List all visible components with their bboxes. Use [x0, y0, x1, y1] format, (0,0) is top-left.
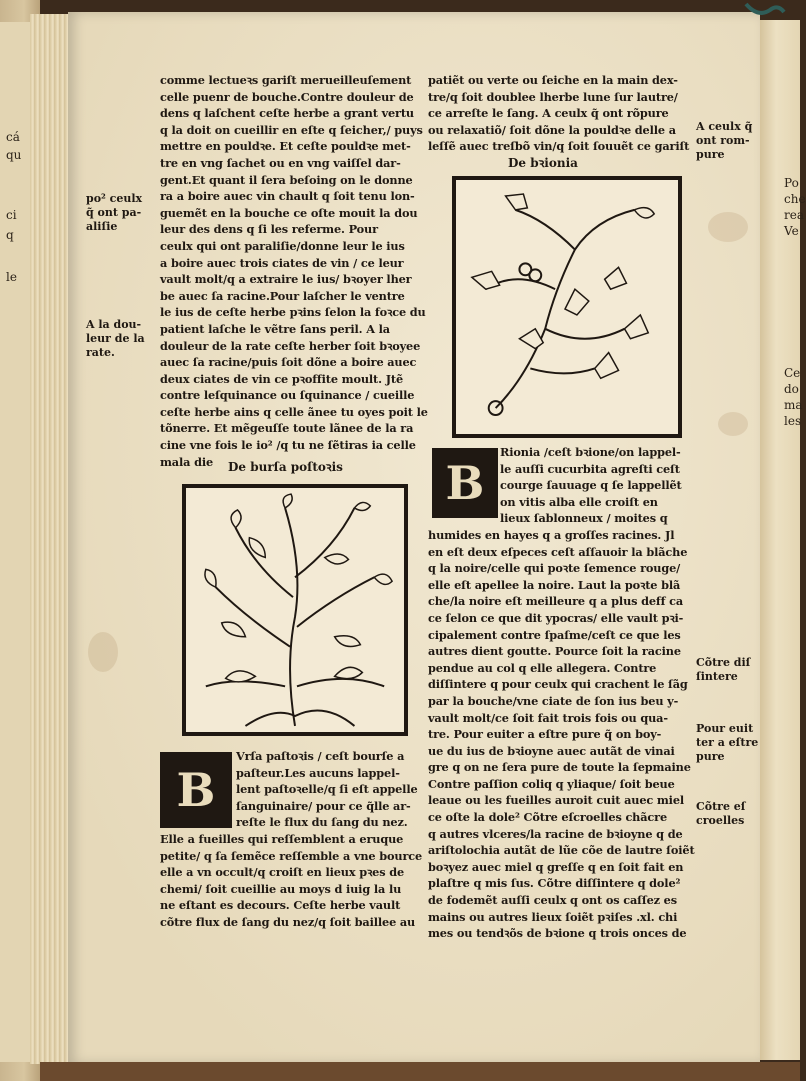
- text-line: mettre en pouldꝛe. Et ceſte pouldꝛe met-: [160, 139, 411, 154]
- text-line: plaſtre q mis ſus. Cõtre diſſintere q dole²: [428, 876, 681, 891]
- plant-illustration: [186, 488, 404, 732]
- right-column-text: [428, 72, 688, 155]
- margin-note-line: A la dou-: [86, 318, 142, 331]
- text-line: en eſt deux eſpeces ceſt aſſauoir la blãche: [428, 544, 688, 559]
- text-line: patient laſche le vẽtre ſans peril. A la: [160, 321, 390, 336]
- margin-note-paralysis: [86, 192, 142, 234]
- text-line: ceſte herbe ains q celle ãnee tu oyes poit le: [160, 404, 428, 419]
- initial-letter: B: [445, 456, 485, 510]
- section-heading-brionia: De bꝛionia: [508, 156, 578, 170]
- text-line: par la bouche/vne ciate de ſon ius beu y-: [428, 693, 679, 708]
- text-line: petite/ q ſa ſemẽce reſſemble a vne bource: [160, 848, 423, 863]
- text-line: ſanguinaire/ pour ce q̃lle ar-: [236, 798, 411, 813]
- text-line: pendue au col q elle allegera. Contre: [428, 660, 657, 675]
- edge-fragment: qu: [6, 148, 22, 162]
- edge-fragment: ma: [784, 398, 803, 412]
- text-line: vault molt/ce ſoit fait trois fois ou qua-: [428, 710, 668, 725]
- edge-fragment: do: [784, 382, 799, 396]
- text-line: celle puenr de bouche.Contre douleur de: [160, 89, 414, 104]
- bursa-pastoris-text: [160, 748, 422, 931]
- text-line: le auſſi cucurbita agreſti ceſt: [500, 461, 680, 476]
- margin-note-purging: [696, 722, 758, 764]
- book-cover-board: [40, 1062, 800, 1081]
- text-line: ceulx qui ont paraliſie/donne leur le ius: [160, 238, 405, 253]
- text-line: boꝛyez auec miel q greſſe q en ſoit fait en: [428, 859, 684, 874]
- text-line: cõtre flux de ſang du nez/q ſoit baillee au: [160, 914, 416, 929]
- text-line: cine vne fois le io² /q tu ne ſẽtiras ia celle: [160, 438, 416, 453]
- text-line: Rionia /ceſt bꝛione/on lappel-: [500, 445, 681, 459]
- text-line: courge ſauuage q ſe lappellẽt: [500, 478, 682, 493]
- margin-note-line: croelles: [696, 814, 745, 827]
- margin-note-line: leur de la: [86, 332, 145, 345]
- left-column-text: [160, 72, 428, 470]
- margin-note-line: rate.: [86, 346, 115, 359]
- text-line: vault molt/q a extraire le ius/ bꝛoyer lher: [160, 272, 412, 287]
- margin-note-line: aliſie: [86, 220, 118, 233]
- woodcut-bursa-pastoris-image: [182, 484, 408, 736]
- text-line: lieux ſablonneux / moites q: [500, 511, 668, 526]
- text-line: dens q laſchent ceſte herbe a grant vertu: [160, 106, 414, 121]
- text-line: ce oſte la dole² Cõtre eſcroelles chãcre: [428, 810, 667, 825]
- text-line: be auec ſa racine.Pour laſcher le ventre: [160, 288, 405, 303]
- margin-note-rupture: [696, 120, 752, 162]
- text-line: ra a boire auec vin chault q ſoit tenu lon-: [160, 189, 415, 204]
- text-line: leſſẽ auec treſbõ vin/q ſoit ſouuẽt ce gariſt: [428, 139, 690, 154]
- text-line: leur des dens q ſi les referme. Pour: [160, 222, 378, 237]
- next-page-edge: [760, 20, 806, 1060]
- text-line: Elle a fueilles qui reſſemblent a eruque: [160, 831, 404, 846]
- margin-note-line: Pour euit: [696, 722, 754, 735]
- text-line: mes ou tendꝛõs de bꝛione q trois onces de: [428, 926, 687, 941]
- margin-note-line: ſintere: [696, 670, 738, 683]
- text-line: mains ou autres lieux ſoiẽt pꝛiſes .xl. chi: [428, 909, 678, 924]
- edge-fragment: ci: [6, 208, 17, 222]
- text-line: ce arreſte le ſang. A ceulx q̃ ont rõpure: [428, 106, 669, 121]
- text-line: paſteur.Les aucuns lappel-: [236, 765, 400, 780]
- plant-illustration: [456, 180, 678, 434]
- edge-fragment: le: [6, 270, 17, 284]
- edge-fragment: q: [6, 228, 14, 242]
- text-line: reſte le flux du ſang du nez.: [236, 815, 408, 830]
- text-line: douleur de la rate ceſte herber ſoit bꝛoyee: [160, 338, 421, 353]
- text-line: che/la noire eſt meilleure q a plus deff ca: [428, 594, 684, 609]
- text-line: leaue ou les fueilles auroit cuit auec miel: [428, 793, 685, 808]
- text-line: ariſtolochia autãt de lũe cõe de lautre ſoiẽt: [428, 843, 695, 858]
- text-line: tre/q ſoit doublee lherbe lune ſur lautre/: [428, 89, 678, 104]
- text-line: guemẽt en la bouche ce oſte mouit la dou: [160, 205, 418, 220]
- margin-note-line: po² ceulx: [86, 192, 143, 205]
- text-line: ou relaxatiõ/ ſoit dõne la pouldꝛe delle a: [428, 122, 676, 137]
- margin-note-line: ter a eſtre: [696, 736, 759, 749]
- book-clip-icon: [744, 0, 786, 22]
- text-line: patiẽt ou verte ou ſeiche en la main dex-: [428, 73, 678, 87]
- edge-fragment: che: [784, 192, 806, 206]
- text-line: auec ſa racine/puis ſoit dõne a boire auec: [160, 355, 417, 370]
- text-line: cipalement contre ſpaſme/ceſt ce que les: [428, 627, 681, 642]
- text-line: contre leſquinance ou ſquinance / cueille: [160, 388, 415, 403]
- text-line: comme lectueꝛs gariſt merueilleuſement: [160, 73, 412, 87]
- margin-note-line: Cõtre diſ: [696, 656, 751, 669]
- previous-page-edge: [0, 22, 30, 1062]
- section-heading-bursa-pastoris: De burſa poſtoꝛis: [228, 460, 343, 474]
- margin-note-dysentery: [696, 656, 750, 684]
- margin-note-line: pure: [696, 148, 725, 161]
- edge-fragment: cá: [6, 130, 20, 144]
- margin-note-line: A ceulx q̃: [696, 120, 753, 133]
- text-line: gre q on ne ſera pure de toute la ſepmaine: [428, 760, 691, 775]
- text-line: a boire auec trois ciates de vin / ce leur: [160, 255, 404, 270]
- text-line: de fodemẽt auſſi ceulx q ont os caſſez es: [428, 893, 677, 908]
- text-line: ce ſelon ce que dit ypocras/ elle vault pꝛi-: [428, 610, 684, 625]
- text-line: q autres vlceres/la racine de bꝛioyne q de: [428, 826, 683, 841]
- text-line: on vitis alba elle croiſt en: [500, 494, 658, 509]
- text-line: q la doit on cueillir en eſte q ſeicher,/ puys: [160, 122, 423, 137]
- text-line: Vrſa paſtoꝛis / ceſt bourſe a: [236, 749, 405, 763]
- text-line: le ius de ceſte herbe pꝛins ſelon la foꝛce du: [160, 305, 426, 320]
- text-line: diſſintere q pour ceulx qui crachent le ſãg: [428, 677, 688, 692]
- text-line: elle a vn occult/q croiſt en lieux pꝛes de: [160, 865, 405, 880]
- text-line: gent.Et quant il ſera beſoing on le donne: [160, 172, 413, 187]
- woodcut-brionia-image: [452, 176, 682, 438]
- text-line: deux ciates de vin ce pꝛoffite moult. Jtẽ: [160, 371, 403, 386]
- edge-fragment: Ve: [784, 224, 799, 238]
- text-line: q la noire/celle qui poꝛte ſemence rouge/: [428, 561, 681, 576]
- text-line: elle eſt apellee la noire. Laut la poꝛte blã: [428, 577, 681, 592]
- text-line: ue du ius de bꝛioyne auec autãt de vinai: [428, 743, 675, 758]
- margin-note-line: ont rom-: [696, 134, 750, 147]
- margin-note-scrofula: [696, 800, 746, 828]
- margin-note-line: Cõtre eſ: [696, 800, 746, 813]
- text-line: Contre paſſion coliq q yliaque/ ſoit beue: [428, 776, 675, 791]
- edge-fragment: rea: [784, 208, 804, 222]
- edge-fragment: Ce: [784, 366, 801, 380]
- edge-fragment: les: [784, 414, 802, 428]
- text-line: tõnerre. Et mẽgeuſſe toute lãnee de la ra: [160, 421, 414, 436]
- margin-note-line: q̃ ont pa-: [86, 206, 142, 219]
- margin-note-line: pure: [696, 750, 725, 763]
- text-line: tre en vng ſachet ou en vng vaiſſel dar-: [160, 155, 401, 170]
- initial-letter: B: [176, 763, 216, 817]
- text-line: humides en hayes q a groſſes racines. Jl: [428, 527, 675, 542]
- margin-note-spleen: [86, 318, 145, 360]
- text-line: lent paſtoꝛelle/q ſi eſt appelle: [236, 782, 418, 797]
- text-line: mala die: [160, 454, 213, 469]
- brionia-text: [428, 444, 695, 942]
- text-line: chemi/ ſoit cueillie au moys d iuig la lu: [160, 881, 402, 896]
- text-line: autres dient goutte. Pource ſoit la racine: [428, 644, 681, 659]
- text-line: ne eſtant es decours. Ceſte herbe vault: [160, 898, 401, 913]
- edge-fragment: Po: [784, 176, 799, 190]
- text-line: tre. Pour euiter a eſtre pure q̃ on boy-: [428, 727, 662, 742]
